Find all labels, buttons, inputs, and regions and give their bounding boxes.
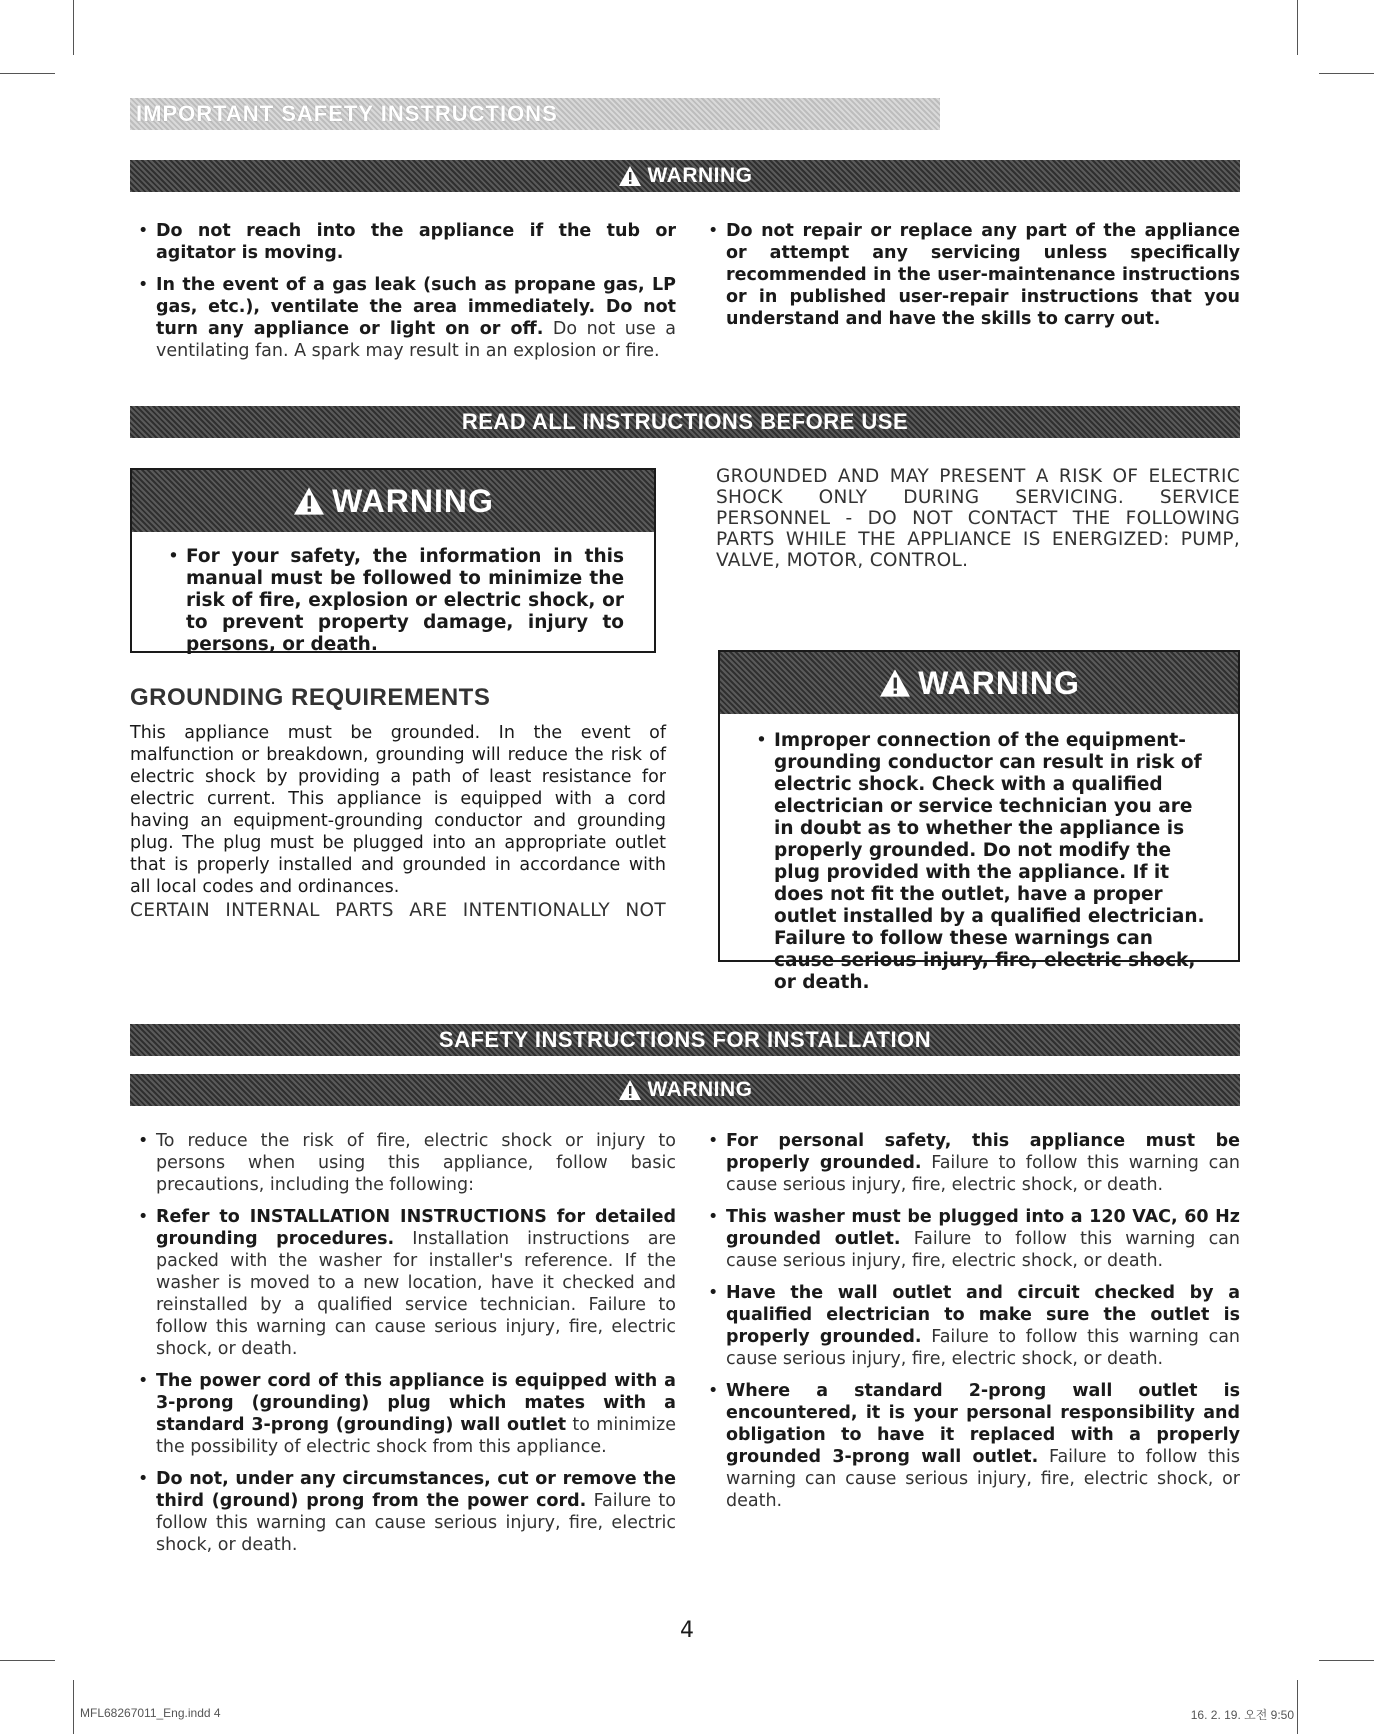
bullet-bold: Do not, under any circumstances, cut or remove the third (ground) prong from the power cord. (156, 1469, 676, 1511)
bullet-bold: For personal safety, this appliance must be properly grounded. (726, 1131, 1240, 1173)
list-item (700, 1206, 1240, 1272)
bullet-text: Failure to follow this warning can cause serious injury, fire, electric shock, or death. (726, 1153, 1241, 1195)
bullet-text: Failure to follow this warning can cause serious injury, fire, electric shock, or death. (726, 1447, 1240, 1511)
footer-timestamp: 16. 2. 19. 오전 9:50 (1190, 1708, 1294, 1722)
warning-band (130, 1074, 1240, 1106)
list-item (160, 546, 624, 656)
bullet-bold: The power cord of this appliance is equipped with a 3-prong (grounding) plug which mates with a standard 3-prong (grounding) wall outlet (156, 1371, 676, 1435)
warning-triangle-icon (618, 1079, 642, 1101)
warning-triangle-icon (292, 486, 326, 516)
top-right-column (700, 220, 1240, 340)
list-item (700, 1130, 1240, 1196)
bullet-text: to minimize the possibility of electric shock from this appliance. (156, 1415, 676, 1457)
grounding-caps-text: CERTAIN INTERNAL PARTS ARE INTENTIONALLY NOT (130, 900, 666, 921)
bullet-bold: This washer must be plugged into a 120 VAC, 60 Hz grounded outlet. (726, 1207, 1240, 1249)
warning-triangle-icon (878, 668, 912, 698)
bullet-text: Installation instructions are packed with the washer for installer's reference. If the washer is moved to a new location, have it checked and reinstalled by a qualified service technician. Failure to follow this warning can cause serious injury, fire, electric shock, or death. (156, 1229, 676, 1359)
warning-box (130, 468, 656, 653)
crop-mark (0, 1660, 55, 1661)
footer-file-name: MFL68267011_Eng.indd 4 (80, 1706, 221, 1720)
warning-label: WARNING (647, 1078, 753, 1101)
crop-mark (1297, 0, 1298, 55)
warning-band (130, 160, 1240, 192)
list-item (700, 220, 1240, 330)
grounding-column (130, 722, 666, 921)
bullet-text: Failure to follow this warning can cause serious injury, fire, electric shock, or death. (726, 1229, 1241, 1271)
warning-label: WARNING (918, 664, 1080, 701)
bullet-text: Do not reach into the appliance if the tub or agitator is moving. (156, 221, 676, 263)
bullet-text: Failure to follow this warning can cause serious injury, fire, electric shock, or death. (156, 1491, 676, 1555)
bullet-bold: Refer to INSTALLATION INSTRUCTIONS for detailed grounding procedures. (156, 1207, 676, 1249)
warning-label: WARNING (647, 164, 753, 187)
list-item (130, 1130, 676, 1196)
install-right-column (700, 1130, 1240, 1522)
bullet-tail: Do not use a ventilating fan. A spark may result in an explosion or fire. (156, 319, 676, 361)
install-left-column (130, 1130, 676, 1566)
warning-box-header (720, 652, 1238, 714)
grounding-heading: GROUNDING REQUIREMENTS (130, 684, 491, 711)
grounding-caps-continued (716, 466, 1240, 571)
grounding-paragraph: This appliance must be grounded. In the event of malfunction or breakdown, grounding will reduce the risk of electric shock by providing a path of least resistance for electric current. This appliance is equipped with a cord having an equipment-grounding conductor and grounding plug. The plug must be plugged into an appropriate outlet that is properly installed and grounded in accordance with all local codes and ordinances. (130, 723, 666, 897)
bullet-bold: Have the wall outlet and circuit checked by a qualified electrician to make sure the outlet is properly grounded. (726, 1283, 1240, 1347)
warning-box (718, 650, 1240, 993)
crop-mark (0, 73, 55, 74)
list-item (130, 1468, 676, 1556)
grounding-caps-text: GROUNDED AND MAY PRESENT A RISK OF ELECTRIC SHOCK ONLY DURING SERVICING. SERVICE PERSONNEL - DO NOT CONTACT THE FOLLOWING PARTS WHILE THE APPLIANCE IS ENERGIZED: PUMP, VALVE, MOTOR, CONTROL. (716, 466, 1240, 571)
bullet-text: For your safety, the information in this manual must be followed to minimize the risk of fire, explosion or electric shock, or to prevent property damage, injury to persons, or death. (186, 546, 624, 655)
list-item (130, 220, 676, 264)
bullet-text: In the event of a gas leak (such as propane gas, LP gas, etc.), ventilate the area immediately. Do not turn any appliance or light on or off. (156, 275, 676, 339)
crop-mark (73, 1680, 74, 1734)
read-all-band: READ ALL INSTRUCTIONS BEFORE USE (130, 406, 1240, 438)
list-item (130, 1370, 676, 1458)
page-number: 4 (680, 1618, 694, 1643)
crop-mark (73, 0, 74, 55)
list-item (748, 730, 1208, 994)
crop-mark (1297, 1680, 1298, 1734)
bullet-text: Do not repair or replace any part of the appliance or attempt any servicing unless specifically recommended in the user-maintenance instructions or in published user-repair instructions that you understand and have the skills to carry out. (726, 221, 1240, 329)
warning-triangle-icon (618, 165, 642, 187)
crop-mark (1319, 73, 1374, 74)
installation-band: SAFETY INSTRUCTIONS FOR INSTALLATION (130, 1024, 1240, 1056)
list-item (700, 1380, 1240, 1512)
top-left-column (130, 220, 676, 372)
section-title-bar: IMPORTANT SAFETY INSTRUCTIONS (130, 98, 940, 130)
bullet-bold: Where a standard 2-prong wall outlet is encountered, it is your personal responsibility and obligation to have it replaced with a properly grounded 3-prong wall outlet. (726, 1381, 1240, 1467)
crop-mark (1319, 1660, 1374, 1661)
bullet-text: Improper connection of the equipment-grounding conductor can result in risk of electric shock. Check with a qualified electrician or service technician you are in doubt as to whether the appliance is properly grounded. Do not modify the plug provided with the appliance. If it does not fit the outlet, have a proper outlet installed by a qualified electrician. Failure to follow these warnings can cause serious injury, fire, electric shock, or death. (774, 730, 1205, 993)
warning-box-header (132, 470, 654, 532)
list-item (130, 274, 676, 362)
list-item (700, 1282, 1240, 1370)
bullet-text: Failure to follow this warning can cause serious injury, fire, electric shock, or death. (726, 1327, 1241, 1369)
bullet-text: To reduce the risk of fire, electric shock or injury to persons when using this appliance, follow basic precautions, including the following: (156, 1131, 676, 1195)
list-item (130, 1206, 676, 1360)
warning-label: WARNING (332, 482, 494, 519)
